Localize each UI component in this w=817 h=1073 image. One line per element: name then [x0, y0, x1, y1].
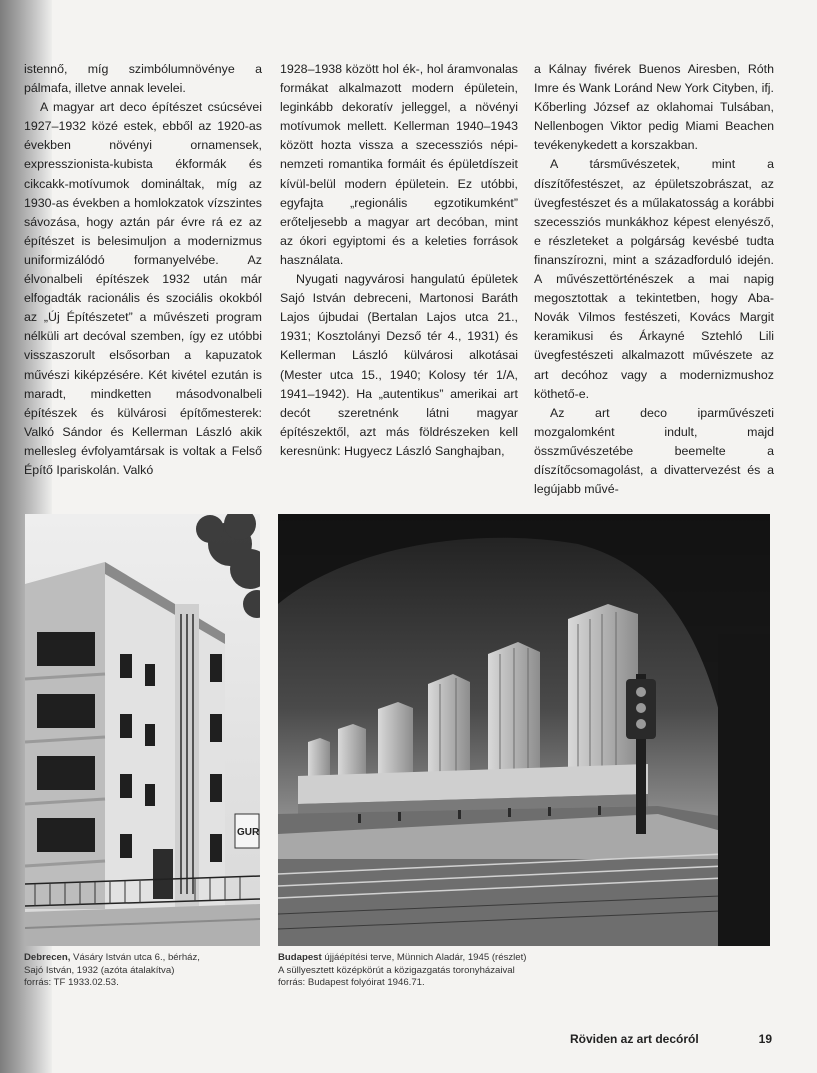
photo-caption-1	[24, 952, 264, 990]
city-plan-drawing	[278, 514, 770, 946]
paragraph: Az art deco iparművészeti mozgalomként indult, majd összművészetébe beemelte a díszítőcsomagolást, a divattervezést és a legújabb művé-	[534, 405, 774, 497]
caption-line: A süllyesztett középkörút a közigazgatás toronyházaival	[278, 964, 515, 976]
caption-source: forrás: TF 1933.02.53.	[24, 977, 119, 989]
caption-text: Vásáry István utca 6., bérház,	[70, 952, 200, 963]
paragraph: a Kálnay fivérek Buenos Airesben, Róth Imre és Wank Loránd New York Cityben, ifj. Kőberling József az oklahomai Tulsában, Nellenbogen Viktor pedig Miami Beachen tevékenykedett a korszakban.	[534, 62, 774, 153]
building-photo-illustration	[25, 514, 260, 946]
caption-source: forrás: Budapest folyóirat 1946.71.	[278, 977, 425, 989]
text-column-3	[534, 60, 774, 499]
text-column-2	[280, 60, 518, 461]
caption-place: Budapest	[278, 952, 322, 963]
photo-caption-2	[278, 952, 608, 990]
caption-place: Debrecen,	[24, 952, 71, 963]
paragraph: 1928–1938 között hol ék-, hol áramvonalas formákat alkalmazott modern épületein, leginkább dekoratív jelleggel, a növényi motívumok mellett. Kellerman 1940–1943 között hozta vissza a szecessziós népi-nemzeti romantika formáit és épületdíszeit kívül-belül modern épületein. Ez utóbbi, egyfajta „regionális egzotikumként” erőteljesebb a magyar art decóban, mint az ókori egyiptomi és a keleties források használata.	[280, 62, 518, 267]
paragraph: Nyugati nagyvárosi hangulatú épületek Sajó István debreceni, Martonosi Baráth Lajos újbudai (Bertalan Lajos utca 21., 1931; Kosztolányi Dezső tér 4., 1931) és Kellerman László külvárosi alkotásai (Mester utca 15., 1940; Kolosy tér 1/A, 1941–1942). Ha „autentikus” amerikai art decót szeretnénk látni magyar építészektől, azt más földrészeken kell keresnünk: Hugyecz László Sanghajban,	[280, 272, 518, 458]
caption-line	[24, 952, 264, 965]
caption-line: Sajó István, 1932 (azóta átalakítva)	[24, 964, 175, 976]
paragraph: A társművészetek, mint a díszítőfestészet, az épületszobrászat, az üvegfestészet és a műlakatosság a korábbi szecessziós munkákhoz képest elenyésző, e részleteket a polgárság kevésbé tudta finanszírozni, mint a századforduló idején. A művészettörténészek a mai napig megosztottak a tekintetben, hogy Aba-Novák Vilmos festészeti, Kovács Margit keramikusi és Árkayné Sztehló Lili üvegfestészeti alkalmazott művészete az art decóhoz vagy a modernizmushoz köthető-e.	[534, 157, 774, 401]
caption-text: újjáépítési terve, Münnich Aladár, 1945 (részlet)	[321, 952, 527, 963]
building-photo	[25, 514, 260, 946]
shop-sign-text: GUR	[237, 827, 260, 838]
caption-line	[278, 952, 608, 965]
running-title: Röviden az art decóról	[570, 1032, 699, 1046]
text-column-1	[24, 60, 262, 480]
paragraph: A magyar art deco építészet csúcsévei 1927–1932 közé estek, ebből az 1920-as években növényi ornamensek, expresszionista-kubista ékformák és cikcakk-motívumok domináltak, míg az 1930-as években a homlokzatok vízszintes sávozása, hogy aztán pár évre rá ez az építészet is belesimuljon a modernizmus uniformizálódó formanyelvébe. Az élvonalbeli építészek 1932 után már elfogadták racionális és szociális okokból az „Új Építészetet” a művészeti program nélküli art decóval szemben, így ez utóbbi visszaszorult elsősorban a kapuzatok művészi kiképzésére. Két kivétel ezután is maradt, mindketten másodvonalbeli építészek és külvárosi építőmesterek: Valkó Sándor és Kellerman László akik mellesleg évfolyamtársak is voltak a Felső Építő Ipariskolán. Valkó	[24, 100, 262, 477]
paragraph: istennő, míg szimbólumnövénye a pálmafa, illetve annak levelei.	[24, 62, 262, 96]
city-plan-illustration	[278, 514, 770, 946]
page-number: 19	[758, 1032, 772, 1046]
